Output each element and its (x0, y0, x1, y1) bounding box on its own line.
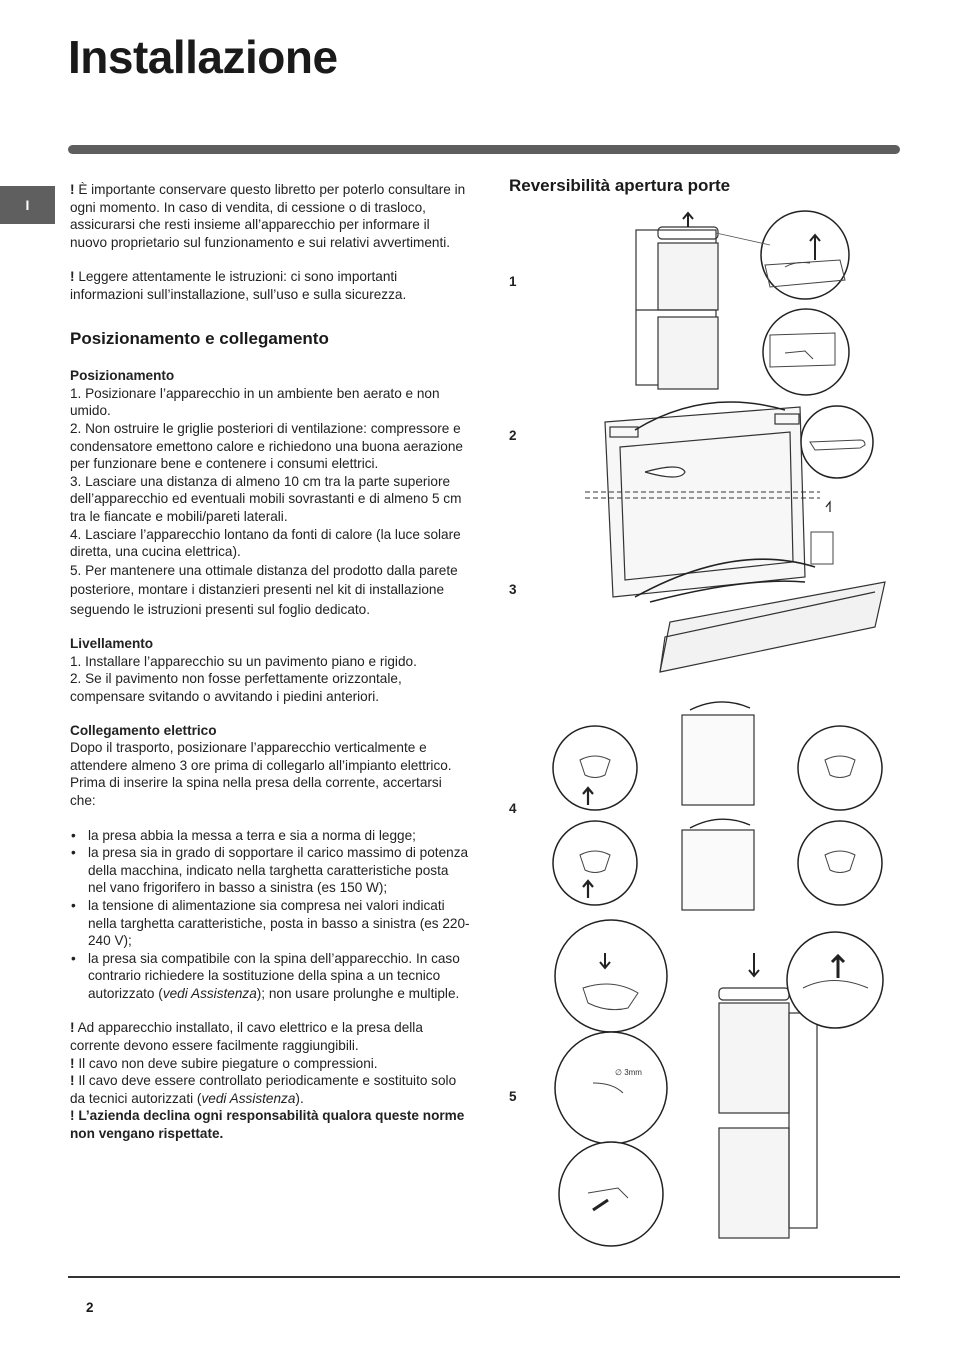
step-1-illustration (620, 205, 860, 400)
page-title: Installazione (68, 31, 338, 83)
step-5-illustration (553, 918, 888, 1248)
section-heading: Posizionamento e collegamento (70, 328, 329, 348)
warning-2: ! Il cavo non deve subire piegature o compressioni. (70, 1055, 378, 1071)
step-number-5: 5 (509, 1089, 517, 1104)
step-number-4: 4 (509, 801, 517, 816)
exclamation-mark: ! (70, 182, 75, 197)
header-rule (68, 145, 900, 154)
list-item: 5. Per mantenere una ottimale distanza del prodotto dalla parete posteriore, montare i distanzieri presenti nel kit di installazione seguendo le istruzioni presenti sul foglio dedicato. (70, 562, 458, 617)
step-number-3: 3 (509, 582, 517, 597)
step-number-1: 1 (509, 274, 517, 289)
diameter-label: ∅ 3mm (615, 1068, 642, 1077)
intro-note-1: ! È importante conservare questo libretto per poterlo consultare in ogni momento. In caso di vendita, di cessione o di trasloco, assicurarsi che resti insieme all’apparecchio per informare il nuovo proprietario sul funzionamento e sui relativi avvertimenti. (70, 182, 466, 250)
list-item: 2. Se il pavimento non fosse perfettamente orizzontale, compensare svitando o avvitando i piedini anteriori. (70, 671, 402, 704)
step-4-illustration (550, 700, 885, 915)
positioning-heading: Posizionamento (70, 368, 175, 384)
positioning-list (70, 385, 470, 619)
list-item: 1. Installare l’apparecchio su un pavimento piano e rigido. (70, 653, 417, 669)
left-column (70, 181, 470, 1143)
step-number-2: 2 (509, 428, 517, 443)
electrical-intro: Dopo il trasporto, posizionare l’apparecchio verticalmente e attendere almeno 3 ore prima di collegarlo all’impianto elettrico. Prima di inserire la spina nella presa della corrente, accertarsi che: (70, 740, 452, 808)
list-item: 2. Non ostruire le griglie posteriori di ventilazione: compressore e condensatore emettono calore e richiedono una buona aerazione per funzionare bene e contenere i consumi elettrici. (70, 420, 463, 472)
language-tab: I (0, 186, 55, 224)
list-item: • la presa abbia la messa a terra e sia a norma di legge; (70, 827, 470, 845)
footer-rule (68, 1276, 900, 1278)
page-number: 2 (86, 1300, 94, 1315)
step-2-3-illustration (575, 402, 895, 682)
list-item: • la tensione di alimentazione sia compresa nei valori indicati nella targhetta caratteristiche, posta in basso a sinistra (es 220-240 V); (70, 897, 470, 950)
intro-note-2: ! Leggere attentamente le istruzioni: ci sono importanti informazioni sull’installazione, sull’uso e sulla sicurezza. (70, 269, 407, 302)
list-item: • la presa sia in grado di sopportare il carico massimo di potenza della macchina, indicato nella targhetta caratteristiche posta nel vano frigorifero in basso a sinistra (es 150 W); (70, 844, 470, 897)
list-item: 4. Lasciare l’apparecchio lontano da fonti di calore (la luce solare diretta, una cucina elettrica). (70, 526, 461, 560)
leveling-heading: Livellamento (70, 636, 154, 652)
list-item: 1. Posizionare l’apparecchio in un ambiente ben aerato e non umido. (70, 385, 440, 419)
list-item: • la presa sia compatibile con la spina dell’apparecchio. In caso contrario richiedere la sostituzione della spina a un tecnico autorizzato (vedi Assistenza); non usare prolunghe e multiple. (70, 950, 470, 1003)
warning-1: ! Ad apparecchio installato, il cavo elettrico e la presa della corrente devono essere facilmente raggiungibili. (70, 1020, 423, 1054)
list-item: 3. Lasciare una distanza di almeno 10 cm tra la parte superiore dell’apparecchio ed eventuali mobili sovrastanti e di almeno 5 cm tra le fiancate e mobili/pareti laterali. (70, 473, 462, 524)
reversibility-section (509, 176, 899, 196)
electrical-checklist (70, 827, 470, 1003)
electrical-heading: Collegamento elettrico (70, 722, 217, 738)
warning-4: ! L’azienda declina ogni responsabilità qualora queste norme non vengano rispettate. (70, 1108, 465, 1142)
reversibility-heading: Reversibilità apertura porte (509, 176, 731, 195)
exclamation-mark: ! (70, 269, 75, 285)
warning-3: ! Il cavo deve essere controllato periodicamente e sostituito solo da tecnici autorizzati (vedi Assistenza). (70, 1073, 457, 1106)
